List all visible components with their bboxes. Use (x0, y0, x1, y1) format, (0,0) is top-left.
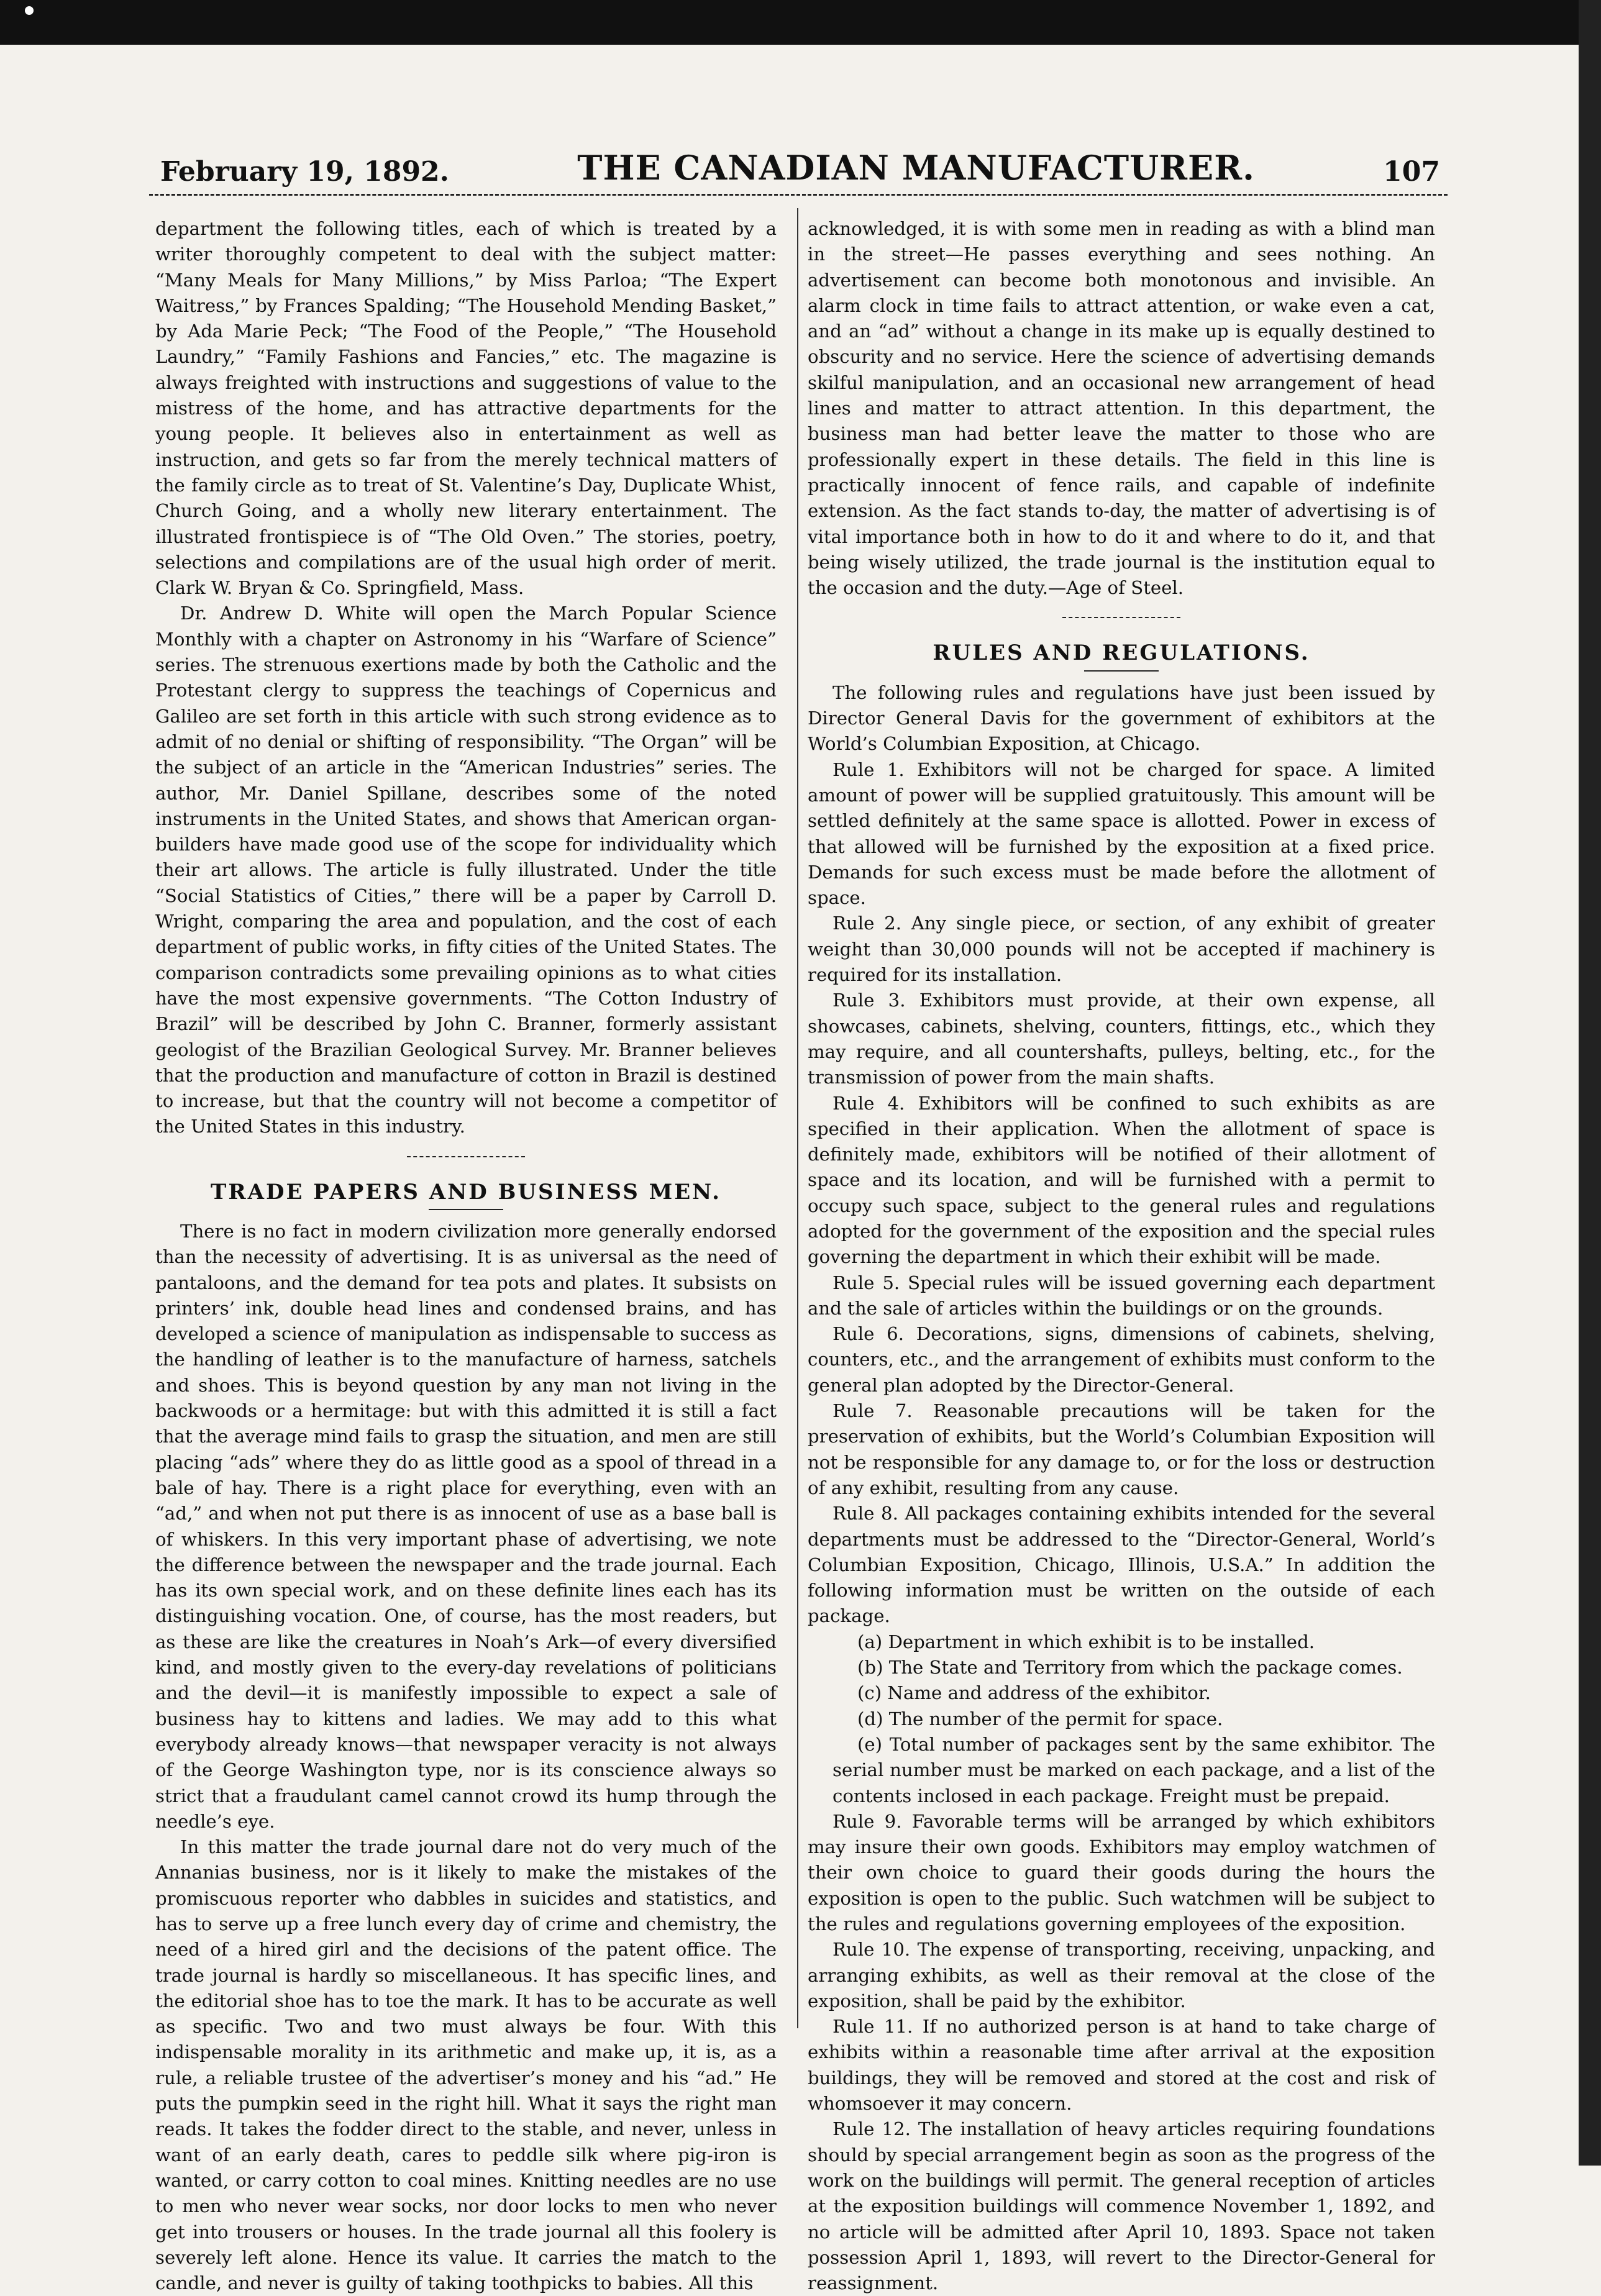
rule-2: Rule 2. Any single piece, or section, of any exhibit of greater weight than 30,000 pounds will not be accepted if machinery is required for its installation. (808, 913, 1435, 986)
paragraph-rules-intro: The following rules and regulations have just been issued by Director General Davis for the government of exhibitors at the World’s Columbian Exposition, at Chicago. (808, 681, 1435, 755)
rule-12: Rule 12. The installation of heavy articles requiring foundations should by special arrangement begin as soon as the progress of the work on the buildings will permit. The general reception of articles at the exposition buildings will commence November 1, 1892, and no article will be admitted after April 10, 1893. Space not taken possession April 1, 1893, will revert to the Director-General for reassignment. (808, 2118, 1435, 2294)
rule-9: Rule 9. Favorable terms will be arranged by which exhibitors may insure their own goods. Exhibitors may employ watchmen of their own choice to guard their goods during the hours the exposition is open to the public. Such watchmen will be subject to the rules and regulations governing employees of the exposition. (808, 1810, 1435, 1934)
rule-6: Rule 6. Decorations, signs, dimensions of cabinets, shelving, counters, etc., and the arrangement of exhibits must conform to the general plan adopted by the Director-General. (808, 1323, 1435, 1396)
left-column (155, 216, 777, 2296)
rule-10: Rule 10. The expense of transporting, receiving, unpacking, and arranging exhibits, as well as their removal at the close of the exposition, shall be paid by the exhibitor. (808, 1939, 1435, 2011)
paragraph-magazine: department the following titles, each of which is treated by a writer thoroughly competent to deal with the subject matter: “Many Meals for Many Millions,” by Miss Parloa; “The Expert Waitress,” by Frances Spalding; “The Household Mending Basket,” by Ada Marie Peck; “The Food of the People,” “The Household Laundry,” “Family Fashions and Fancies,” etc. The magazine is always freighted with instructions and suggestions of value to the mistress of the home, and has attractive departments for the young people. It believes also in entertainment as well as instruction, and gets so far from the merely technical matters of the family circle as to treat of St. Valentine’s Day, Duplicate Whist, Church Going, and a wholly new literary entertainment. The illustrated frontispiece is of “The Old Oven.” The stories, poetry, selections and compilations are of the usual high order of merit. Clark W. Bryan & Co. Springfield, Mass. (155, 218, 777, 599)
rule-11: Rule 11. If no authorized person is at hand to take charge of exhibits within a reasonable time after arrival at the exposition buildings, they will be removed and stored at the cost and risk of whomsoever it may concern. (808, 2016, 1435, 2115)
section-divider (407, 1156, 525, 1157)
rule-8-item-e: (e) Total number of packages sent by the same exhibitor. The serial number must be marked on each package, and a list of the contents inclosed in each package. Freight must be prepaid. (832, 1733, 1435, 1806)
scan-right-band (1579, 0, 1601, 2166)
heading-trade-papers: TRADE PAPERS AND BUSINESS MEN. (211, 1179, 721, 1205)
rule-8-item-a: (a) Department in which exhibit is to be installed. (857, 1631, 1315, 1652)
header-date: February 19, 1892. (160, 156, 449, 188)
rule-8: Rule 8. All packages containing exhibits intended for the several departments must be addressed to the “Director-General, World’s Columbian Exposition, Chicago, Illinois, U.S.A.” In addition the following information must be written on the outside of each package. (808, 1503, 1435, 1627)
rule-7: Rule 7. Reasonable precautions will be taken for the preservation of exhibits, but the World’s Columbian Exposition will not be responsible for any damage to, or for the loss or destruction of any exhibit, resulting from any cause. (808, 1400, 1435, 1498)
rule-5: Rule 5. Special rules will be issued governing each department and the sale of articles within the buildings or on the grounds. (808, 1272, 1435, 1319)
rule-4: Rule 4. Exhibitors will be confined to such exhibits as are specified in their application. When the allotment of space is definitely made, exhibitors will be notified of their allotment of space and its location, and will be furnished with a permit to occupy such space, subject to the general rules and regulations adopted for the government of the exposition and the special rules governing the department in which their exhibit will be made. (808, 1092, 1435, 1268)
paragraph-popular-science: Dr. Andrew D. White will open the March Popular Science Monthly with a chapter on Astronomy in his “Warfare of Science” series. The strenuous exertions made by both the Catholic and the Protestant clergy to suppress the teachings of Copernicus and Galileo are set forth in this article with such strong evidence as to admit of no denial or shifting of responsibility. “The Organ” will be the subject of an article in the “American Industries” series. The author, Mr. Daniel Spillane, describes some of the noted instruments in the United States, and shows that American organ-builders have made good use of the scope for individuality which their art allows. The article is fully illustrated. Under the title “Social Statistics of Cities,” there will be a paper by Carroll D. Wright, comparing the area and population, and the cost of each department of public works, in fifty cities of the United States. The comparison contradicts some prevailing opinions as to what cities have the most expensive governments. “The Cotton Industry of Brazil” will be described by John C. Branner, formerly assistant geologist of the Brazilian Geological Survey. Mr. Branner believes that the production and manufacture of cotton in Brazil is destined to increase, but that the country will not become a competitor of the United States in this industry. (155, 603, 777, 1137)
column-divider (797, 208, 798, 2028)
rule-3: Rule 3. Exhibitors must provide, at their own expense, all showcases, cabinets, shelving, counters, fittings, etc., which they may require, and all countershafts, pulleys, belting, etc., for the transmission of power from the main shafts. (808, 990, 1435, 1088)
paragraph-trade-1: There is no fact in modern civilization more generally endorsed than the necessity of advertising. It is as universal as the need of pantaloons, and the demand for tea pots and plates. It subsists on printers’ ink, double head lines and condensed brains, and has developed a science of manipulation as indispensable to success as the handling of leather is to the manufacture of harness, satchels and shoes. This is beyond question by any man not living in the backwoods or a hermitage: but with this admitted it is still a fact that the average mind fails to grasp the situation, and men are still placing “ads” where they do as little good as a spool of thread in a bale of hay. There is a right place for everything, even with an “ad,” and when not put there is as innocent of use as a base ball is of whiskers. In this very important phase of advertising, we note the difference between the newspaper and the trade journal. Each has its own special work, and on these definite lines each has its distinguishing vocation. One, of course, has the most readers, but as these are like the creatures in Noah’s Ark—of every diversified kind, and mostly given to the every-day revelations of politicians and the devil—it is manifestly impossible to expect a sale of business hay to kittens and ladies. We may add to this what everybody already knows—that newspaper veracity is not always of the George Washington type, nor is its conscience always so strict that a fraudulant camel cannot crowd its hump through the needle’s eye. (155, 1220, 777, 1832)
scan-mark (25, 6, 34, 15)
page-number: 107 (1383, 156, 1440, 188)
section-divider (1062, 617, 1180, 618)
page-header (160, 138, 1440, 188)
paragraph-trade-3: acknowledged, it is with some men in reading as with a blind man in the street—He passes everything and sees nothing. An advertisement can become both monotonous and invisible. An alarm clock in time fails to attract attention, or wake even a cat, and an “ad” without a change in its make up is equally destined to obscurity and no service. Here the science of advertising demands skilful manipulation, and an occasional new arrangement of head lines and matter to attract attention. In this department, the business man had better leave the matter to those who are professionally expert in these details. The field in this line is practically innocent of fence rails, and capable of indefinite extension. As the fact stands to-day, the matter of advertising is of vital importance both in how to do it and where to do it, and that being wisely utilized, the trade journal is the institution equal to the occasion and the duty.—Age of Steel. (808, 218, 1435, 599)
rule-1: Rule 1. Exhibitors will not be charged for space. A limited amount of power will be supplied gratuitously. This amount will be settled definitely at the same space is allotted. Power in excess of that allowed will be furnished by the exposition at a fixed price. Demands for such excess must be made before the allotment of space. (808, 758, 1435, 909)
heading-rules: RULES AND REGULATIONS. (933, 640, 1310, 666)
paragraph-trade-2: In this matter the trade journal dare not do very much of the Annanias business, nor is it likely to make the mistakes of the promiscuous reporter who dabbles in suicides and statistics, and has to serve up a free lunch every day of crime and chemistry, the need of a hired girl and the decisions of the patent office. The trade journal is hardly so miscellaneous. It has specific lines, and the editorial shoe has to toe the mark. It has to be accurate as well as specific. Two and two must always be four. With this indispensable morality in its arithmetic and make up, it is, as a rule, a reliable trustee of the advertiser’s money and his “ad.” He puts the pumpkin seed in the right hill. What it says the right man reads. It takes the fodder direct to the stable, and never, unless in want of an early death, cares to peddle silk where pig-iron is wanted, or carry cotton to coal mines. Knitting needles are no use to men who never wear socks, nor door locks to men who never get into trousers or houses. In the trade journal all this foolery is severely left alone. Hence its value. It carries the match to the candle, and never is guilty of taking toothpicks to babies. All this (155, 1836, 777, 2294)
header-rule (149, 194, 1448, 196)
heading-rule (1084, 670, 1159, 672)
rule-8-item-d: (d) The number of the permit for space. (857, 1708, 1223, 1729)
rule-8-item-b: (b) The State and Territory from which the package comes. (857, 1657, 1403, 1679)
heading-rule (429, 1209, 503, 1210)
right-column (808, 216, 1435, 2296)
scan-top-band (0, 0, 1601, 45)
rule-8-item-c: (c) Name and address of the exhibitor. (857, 1682, 1211, 1704)
header-title: THE CANADIAN MANUFACTURER. (577, 148, 1255, 188)
